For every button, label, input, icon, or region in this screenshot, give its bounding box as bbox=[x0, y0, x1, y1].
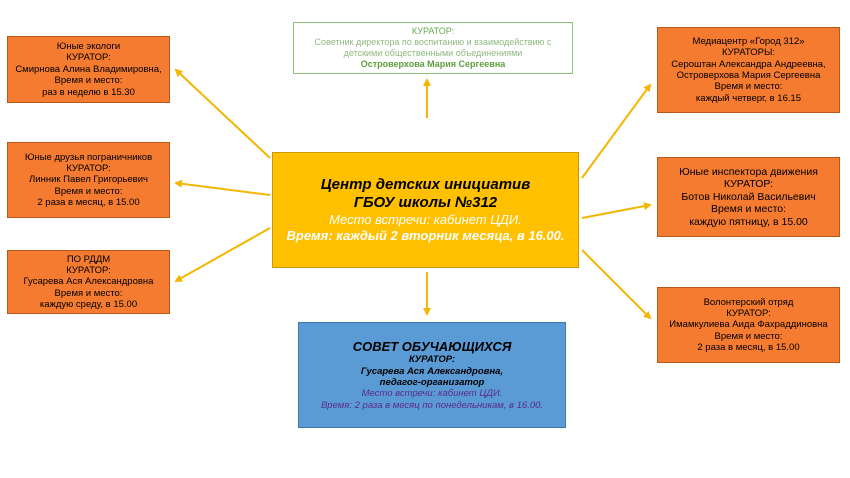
media-curator-label: КУРАТОРЫ: bbox=[721, 47, 776, 59]
volunteers-name: Волонтерский отряд bbox=[703, 296, 794, 308]
top-curator-label: КУРАТОР: bbox=[411, 26, 455, 37]
media-name: Медиацентр «Город 312» bbox=[692, 35, 805, 47]
border-guards-box bbox=[7, 142, 170, 218]
border-guards-curator-label: КУРАТОР: bbox=[66, 162, 111, 174]
media-curator-2: Островерхова Мария Сергеевна bbox=[676, 70, 821, 81]
media-curator-1: Сероштан Александра Андреевна, bbox=[671, 58, 826, 70]
center-title-line1: Центр детских инициатив bbox=[320, 176, 531, 194]
traffic-time-label: Время и место: bbox=[710, 203, 787, 216]
council-curator-name: Гусарева Ася Александровна, bbox=[360, 365, 504, 377]
center-box bbox=[272, 152, 579, 268]
arrow-to-border-guards bbox=[176, 183, 270, 195]
arrow-to-ecologists bbox=[176, 70, 270, 158]
volunteers-curator: Имамкулиева Аида Фахраддиновна bbox=[669, 319, 828, 331]
rddm-name: ПО РДДМ bbox=[66, 253, 111, 265]
rddm-time-label: Время и место: bbox=[54, 287, 123, 299]
ecologists-time: раз в неделю в 15.30 bbox=[42, 86, 135, 98]
media-box bbox=[657, 27, 840, 113]
media-time-label: Время и место: bbox=[714, 81, 783, 93]
council-box bbox=[298, 322, 566, 428]
council-curator-label: КУРАТОР: bbox=[408, 354, 456, 366]
ecologists-name: Юные экологи bbox=[56, 41, 121, 53]
top-curator-position-line2: детскими общественными объединениями bbox=[343, 48, 523, 58]
volunteers-time: 2 раза в месяц, в 15.00 bbox=[697, 342, 800, 354]
border-guards-time: 2 раза в месяц, в 15.00 bbox=[37, 197, 140, 209]
border-guards-curator: Линник Павел Григорьевич bbox=[29, 174, 148, 186]
ecologists-time-label: Время и место: bbox=[54, 75, 123, 87]
arrow-to-rddm bbox=[176, 228, 270, 281]
traffic-time: каждую пятницу, в 15.00 bbox=[689, 215, 808, 228]
rddm-time: каждую среду, в 15.00 bbox=[39, 299, 138, 311]
ecologists-box bbox=[7, 36, 170, 103]
arrow-to-traffic bbox=[582, 205, 650, 218]
arrow-to-volunteers bbox=[582, 250, 650, 318]
center-title-line2: ГБОУ школы №312 bbox=[353, 194, 498, 212]
ecologists-curator: Смирнова Алина Владимировна, bbox=[15, 63, 162, 75]
traffic-curator: Ботов Николай Васильевич bbox=[681, 190, 816, 203]
ecologists-curator-label: КУРАТОР: bbox=[66, 52, 111, 64]
border-guards-name: Юные друзья пограничников bbox=[24, 151, 153, 163]
rddm-box bbox=[7, 250, 170, 314]
top-curator-box bbox=[293, 22, 573, 74]
council-time: Время: 2 раза в месяц по понедельникам, в 16.00. bbox=[320, 399, 544, 411]
border-guards-time-label: Время и место: bbox=[54, 185, 123, 197]
council-place: Место встречи: кабинет ЦДИ. bbox=[361, 388, 503, 400]
council-title: СОВЕТ ОБУЧАЮЩИХСЯ bbox=[352, 338, 512, 354]
traffic-curator-label: КУРАТОР: bbox=[723, 178, 774, 191]
council-curator-role: педагог-организатор bbox=[379, 377, 485, 389]
volunteers-time-label: Время и место: bbox=[714, 330, 783, 342]
center-place: Место встречи: кабинет ЦДИ. bbox=[329, 212, 522, 228]
volunteers-box bbox=[657, 287, 840, 363]
center-time: Время: каждый 2 вторник месяца, в 16.00. bbox=[286, 228, 565, 243]
traffic-box bbox=[657, 157, 840, 237]
rddm-curator: Гусарева Ася Александровна bbox=[23, 276, 154, 288]
media-time: каждый четверг, в 16.15 bbox=[695, 92, 802, 104]
traffic-name: Юные инспектора движения bbox=[679, 165, 818, 178]
top-curator-position-line1: Советник директора по воспитанию и взаимодействию с bbox=[314, 37, 552, 48]
top-curator-name: Островерхова Мария Сергеевна bbox=[360, 58, 506, 69]
rddm-curator-label: КУРАТОР: bbox=[66, 264, 111, 276]
arrow-to-media bbox=[582, 85, 650, 178]
volunteers-curator-label: КУРАТОР: bbox=[726, 307, 771, 319]
